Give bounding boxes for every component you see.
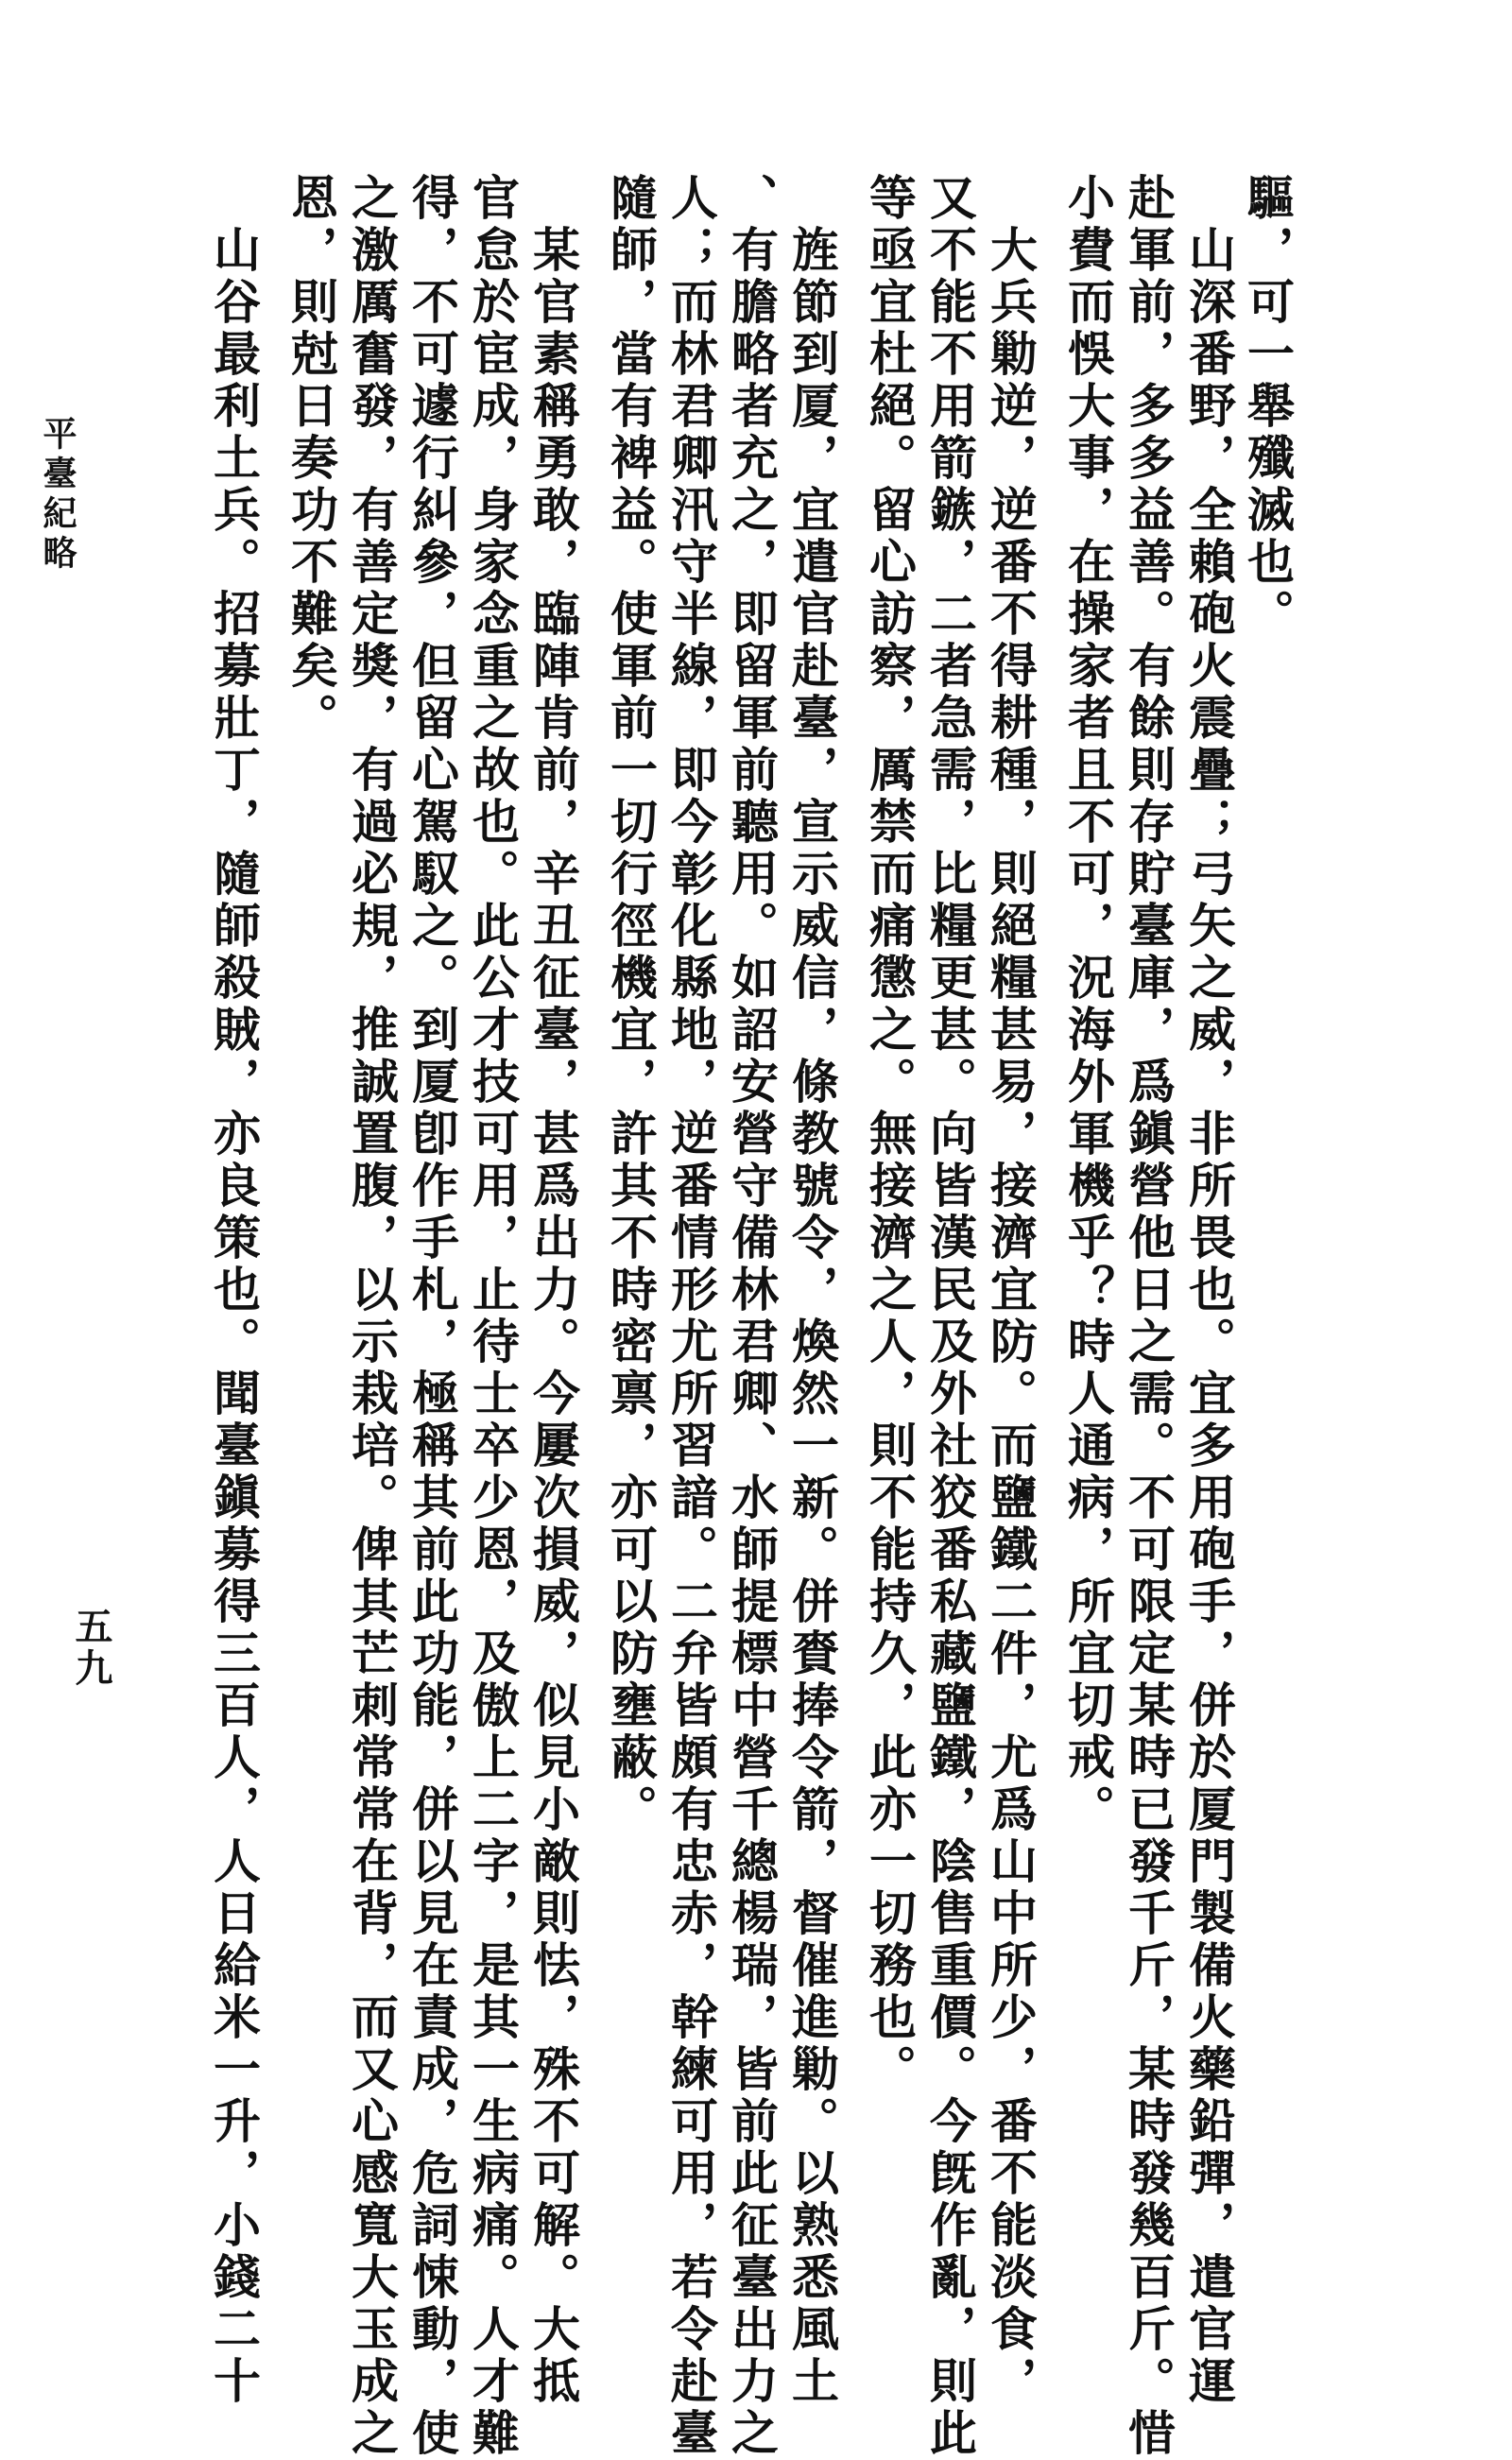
text-column-7: 等亟宜杜絕。留心訪察，厲禁而痛懲之。無接濟之人，則不能持久，此亦一切務也。: [862, 173, 918, 2096]
running-header-title: 平臺紀略: [38, 416, 77, 575]
text-column-9: 、有膽略者充之，即留軍前聽用。如詔安營守備林君卿、水師提標中營千總楊瑞，皆前此征臺出力之: [724, 173, 780, 2460]
text-column-15: 之激厲奮發，有善定獎，有過必規，推誠置腹，以示栽培。俾其芒刺常常在背，而又心感寬大玉成之: [344, 173, 400, 2460]
text-column-16: 恩，則尅日奏功不難矣。: [284, 173, 339, 745]
text-column-2: 山深番野，全賴砲火震疊；弓矢之威，非所畏也。宜多用砲手，併於厦門製備火藥鉛彈，遣官運: [1181, 173, 1237, 2408]
text-column-1: 驅，可一舉殲滅也。: [1240, 173, 1296, 641]
text-column-3: 赴軍前，多多益善。有餘則存貯臺庫，爲鎭營他日之需。不可限定某時已發千斤，某時發幾百斤。惜: [1121, 173, 1177, 2460]
text-column-4: 小費而悞大事，在操家者且不可，況海外軍機乎？時人通病，所宜切戒。: [1060, 173, 1116, 1836]
text-column-8: 旌節到厦，宜遣官赴臺，宣示威信，條教號令，煥然一新。併賚捧令箭，督催進勦。以熟悉風土: [784, 173, 840, 2408]
text-column-12: 某官素稱勇敢，臨陣肯前，辛丑征臺，甚爲出力。今屢次損威，似見小敵則怯，殊不可解。大抵: [525, 173, 581, 2408]
text-column-6: 又不能不用箭鏃，二者急需，比糧更甚。向皆漢民及外社狡番私藏鹽鐵，陰售重價。今旣作亂，則此: [922, 173, 978, 2460]
text-column-5: 大兵勦逆，逆番不得耕種，則絕糧甚易，接濟宜防。而鹽鐵二件，尤爲山中所少，番不能淡食，: [983, 173, 1039, 2408]
text-column-10: 人；而林君卿汛守半線，即今彰化縣地，逆番情形尤所習諳。二弁皆頗有忠赤，幹練可用，若令赴臺: [663, 173, 719, 2460]
text-column-17: 山谷最利土兵。招募壯丁，隨師殺賊，亦良策也。聞臺鎭募得三百人，人日給米一升，小錢二十: [206, 173, 262, 2408]
text-column-13: 官怠於宦成，身家念重之故也。此公才技可用，止待士卒少恩，及傲上二字，是其一生病痛。人才難: [465, 173, 521, 2460]
text-column-11: 隨師，當有裨益。使軍前一切行徑機宜，許其不時密禀，亦可以防壅蔽。: [603, 173, 659, 1836]
page-number: 五九: [69, 1607, 113, 1690]
text-column-14: 得，不可遽行糾參，但留心駕馭之。到厦卽作手札，極稱其前此功能，併以見在責成，危詞悚動，使: [404, 173, 460, 2460]
